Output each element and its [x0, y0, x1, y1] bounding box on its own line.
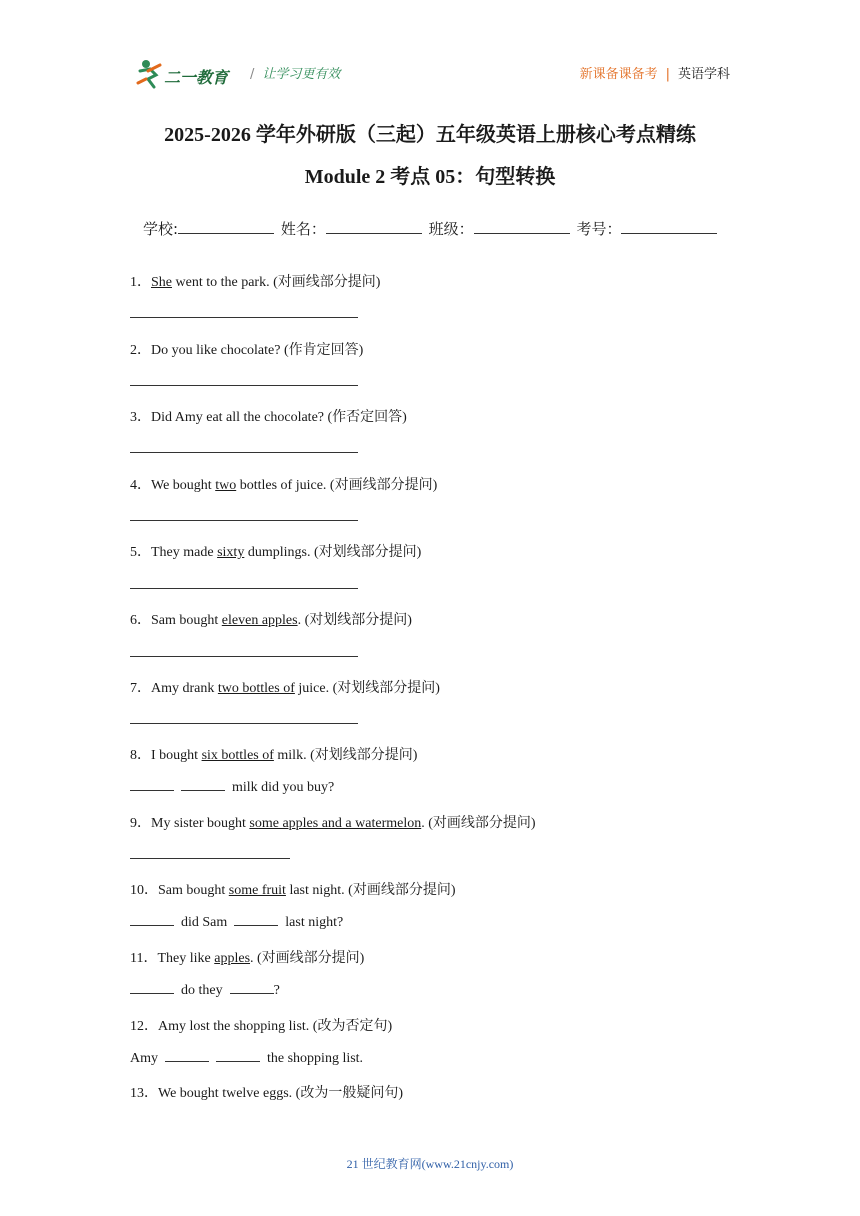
question-9: 9．My sister bought some apples and a watermelon. (对画线部分提问) — [130, 816, 536, 831]
exam-number-label: 考号： — [576, 220, 622, 238]
name-label: 姓名： — [280, 220, 326, 238]
page-subtitle: Module 2 考点 05：句型转换 — [304, 166, 556, 188]
question-6: 6．Sam bought eleven apples. (对划线部分提问) — [130, 613, 412, 628]
answer-line-3[interactable] — [130, 452, 358, 453]
answer-row-12: Amy the shopping list. — [130, 1051, 364, 1066]
header-separator: | — [665, 67, 670, 82]
blank-field[interactable] — [165, 1049, 209, 1062]
question-1: 1．She went to the park. (对画线部分提问) — [130, 275, 381, 290]
logo-text: 二一教育 — [164, 68, 229, 87]
question-8: 8．I bought six bottles of milk. (对划线部分提问) — [130, 748, 418, 763]
brand-left: 新课备课备考 — [579, 67, 658, 82]
blank-field[interactable] — [216, 1049, 260, 1062]
question-10: 10．Sam bought some fruit last night. (对画线部分提问) — [130, 883, 456, 898]
underlined-part: some fruit — [228, 883, 286, 898]
page-footer: 21 世纪教育网(www.21cnjy.com) — [346, 1157, 514, 1171]
answer-line-6[interactable] — [130, 656, 358, 657]
answer-row-10: did Sam last night? — [130, 913, 343, 931]
header-brand — [580, 63, 730, 82]
blank-field[interactable] — [130, 913, 174, 926]
brand-right: 英语学科 — [677, 67, 730, 82]
question-3: 3．Did Amy eat all the chocolate? (作否定回答) — [130, 410, 407, 425]
question-4: 4．We bought two bottles of juice. (对画线部分提问) — [130, 478, 438, 493]
question-12: 12．Amy lost the shopping list. (改为否定句) — [130, 1019, 393, 1034]
blank-field[interactable] — [130, 778, 174, 791]
answer-line-4[interactable] — [130, 520, 358, 521]
answer-row-8: milk did you buy? — [130, 778, 334, 796]
school-label: 学校: — [143, 220, 179, 238]
class-field[interactable] — [474, 219, 570, 234]
underlined-part: some apples and a watermelon — [249, 816, 422, 831]
name-field[interactable] — [326, 219, 422, 234]
question-13: 13．We bought twelve eggs. (改为一般疑问句) — [130, 1086, 403, 1101]
answer-line-1[interactable] — [130, 317, 358, 318]
question-5: 5．They made sixty dumplings. (对划线部分提问) — [130, 545, 422, 560]
underlined-part: sixty — [217, 545, 245, 560]
answer-line-7[interactable] — [130, 723, 358, 724]
underlined-part: She — [151, 275, 172, 290]
underlined-part: two bottles of — [217, 681, 295, 696]
blank-field[interactable] — [130, 981, 174, 994]
student-info-line — [143, 218, 719, 239]
answer-line-2[interactable] — [130, 385, 358, 386]
answer-line-9[interactable] — [130, 858, 290, 859]
question-7: 7．Amy drank two bottles of juice. (对划线部分提问) — [130, 681, 440, 696]
logo — [134, 57, 242, 91]
school-field[interactable] — [178, 219, 274, 234]
answer-row-11: do they ? — [130, 981, 280, 999]
class-label: 班级： — [428, 220, 474, 238]
question-2: 2．Do you like chocolate? (作肯定回答) — [130, 343, 364, 358]
underlined-part: two — [215, 478, 237, 493]
blank-field[interactable] — [230, 981, 274, 994]
slogan: / 让学习更有效 — [250, 67, 341, 82]
exam-number-field[interactable] — [621, 219, 717, 234]
underlined-part: six bottles of — [201, 748, 274, 763]
page-header — [130, 55, 730, 91]
blank-field[interactable] — [234, 913, 278, 926]
underlined-part: apples — [214, 951, 251, 966]
blank-field[interactable] — [181, 778, 225, 791]
page-title: 2025-2026 学年外研版（三起）五年级英语上册核心考点精练 — [164, 124, 696, 146]
answer-line-5[interactable] — [130, 588, 358, 589]
question-11: 11．They like apples. (对画线部分提问) — [130, 951, 365, 966]
underlined-part: eleven apples — [221, 613, 298, 628]
